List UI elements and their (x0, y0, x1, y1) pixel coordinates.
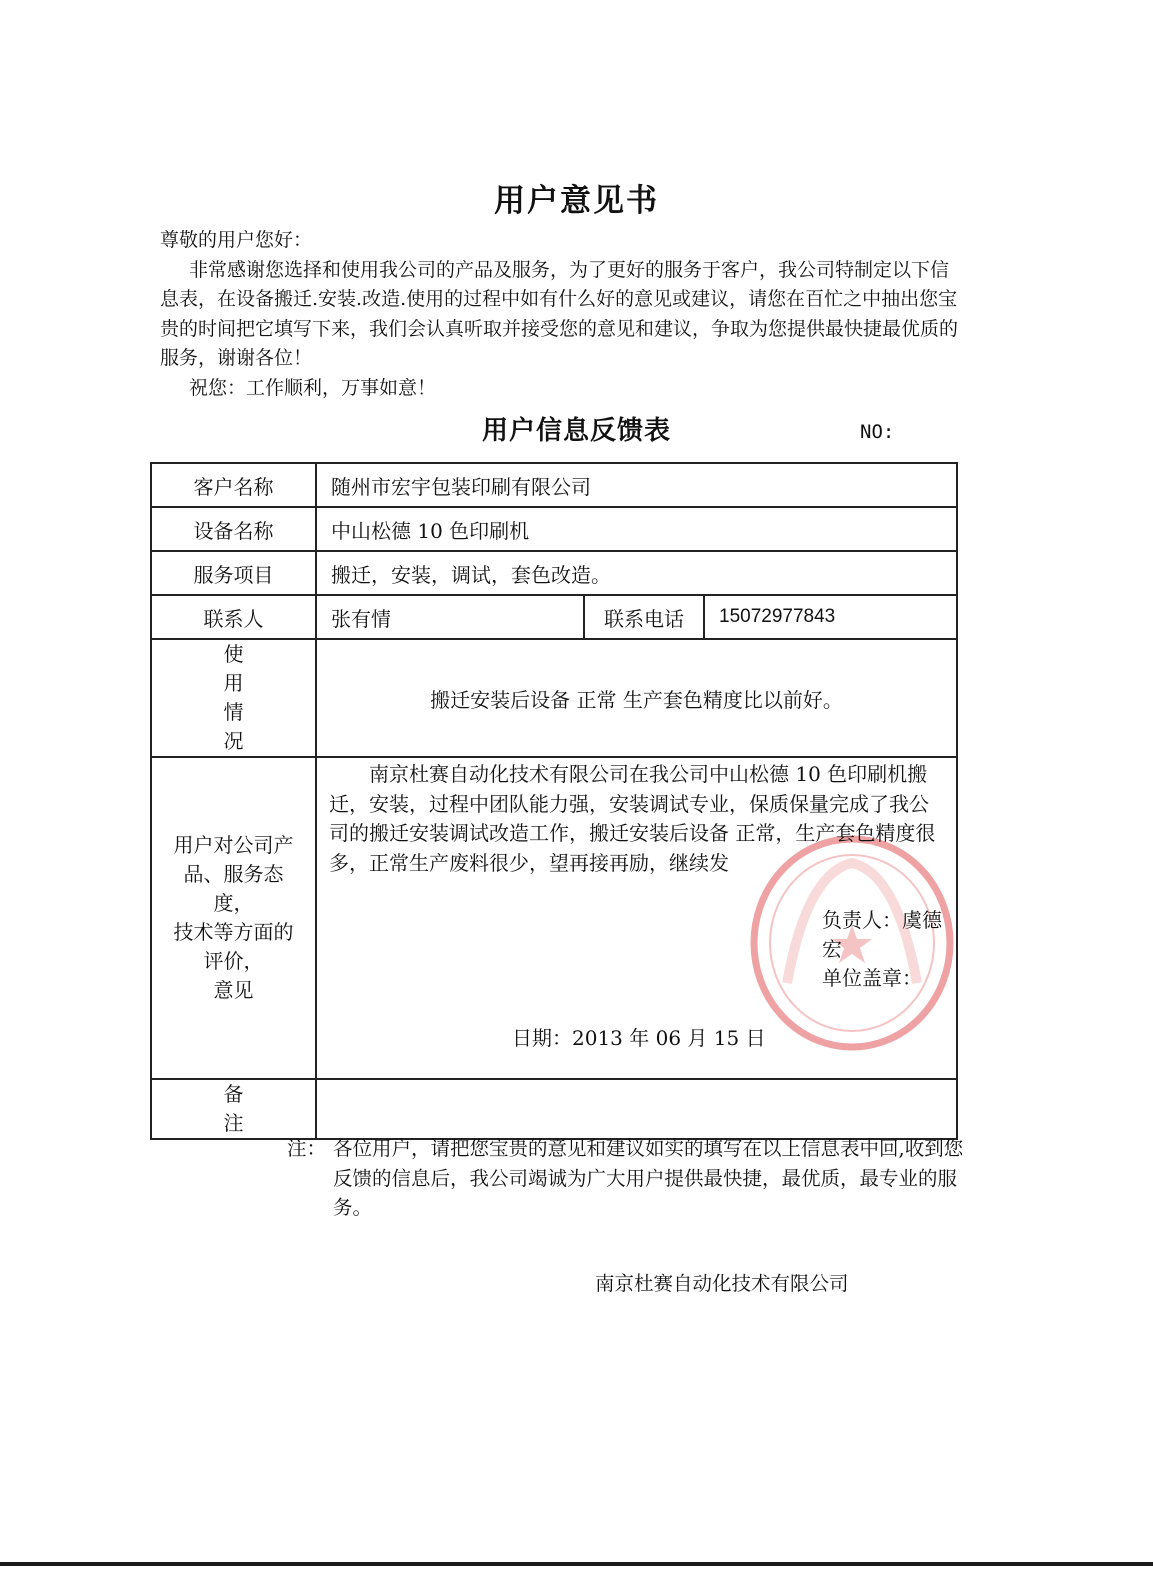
service-value: 搬迁，安装，调试，套色改造。 (316, 551, 957, 595)
remarks-label (151, 1079, 316, 1139)
greeting: 尊敬的用户您好： (160, 229, 313, 251)
review-row (151, 757, 957, 1079)
usage-label-char: 用 (223, 671, 244, 695)
service-row (151, 551, 957, 595)
customer-label: 客户名称 (151, 463, 316, 507)
remarks-label-char: 备 (223, 1082, 244, 1106)
signer-name: 负责人：虞德宏 (822, 908, 942, 961)
review-label (151, 757, 316, 1079)
review-label-line: 评价， (203, 949, 264, 973)
seal-label: 单位盖章： (822, 966, 922, 990)
intro-paragraph: 非常感谢您选择和使用我公司的产品及服务，为了更好的服务于客户，我公司特制定以下信息表，在设备搬迁.安装.改造.使用的过程中如有什么好的意见或建议，请您在百忙之中抽出您宝贵的时间把它填写下来，我们会认真听取并接受您的意见和建议，争取为您提供最快捷最优质的服务，谢谢各位！ (160, 258, 959, 369)
review-label-line: 技术等方面的 (173, 920, 294, 944)
usage-label-char: 情 (223, 700, 244, 724)
phone-label: 联系电话 (584, 595, 704, 639)
equipment-row (151, 507, 957, 551)
form-number-label: NO: (860, 421, 895, 443)
usage-label-char: 使 (223, 642, 244, 666)
contact-value: 张有情 (316, 595, 584, 639)
remarks-value (316, 1079, 957, 1139)
sign-date: 日期：2013 年 06 月 15 日 (512, 1026, 766, 1050)
customer-row (151, 463, 957, 507)
usage-label-char: 况 (223, 729, 244, 753)
footnote-body: 各位用户，请把您宝贵的意见和建议如实的填写在以上信息表中回,收到您反馈的信息后，我公司竭诚为广大用户提供最快捷，最优质，最专业的服务。 (333, 1137, 964, 1219)
phone-value: 15072977843 (704, 595, 957, 639)
usage-row (151, 639, 957, 757)
service-label: 服务项目 (151, 551, 316, 595)
contact-label: 联系人 (151, 595, 316, 639)
usage-label (151, 639, 316, 757)
review-text: 南京杜赛自动化技术有限公司在我公司中山松德 10 色印刷机搬迁，安装，过程中团队能力强，安装调试专业，保质保量完成了我公司的搬迁安装调试改造工作，搬迁安装后设备 正常，生产套色精度很多，正常生产废料很少，望再接再励，继续发 (329, 762, 936, 875)
review-cell (316, 757, 957, 1079)
feedback-table (150, 462, 958, 1140)
intro-letter (160, 226, 960, 403)
review-label-line: 意见 (213, 978, 254, 1002)
signature-block (822, 906, 956, 993)
remarks-row (151, 1079, 957, 1139)
contact-row (151, 595, 957, 639)
footnote (287, 1134, 967, 1223)
footnote-head: 注： (287, 1137, 327, 1160)
usage-value: 搬迁安装后设备 正常 生产套色精度比以前好。 (316, 639, 957, 757)
equipment-label: 设备名称 (151, 507, 316, 551)
scan-edge-divider (0, 1562, 1153, 1566)
review-label-line: 用户对公司产 (173, 833, 294, 857)
document-title: 用户意见书 (494, 183, 659, 219)
company-signature: 南京杜赛自动化技术有限公司 (595, 1272, 849, 1295)
customer-value: 随州市宏宇包装印刷有限公司 (316, 463, 957, 507)
form-title: 用户信息反馈表 (481, 416, 671, 446)
equipment-value: 中山松德 10 色印刷机 (316, 507, 957, 551)
wishes: 祝您：工作顺利，万事如意！ (189, 376, 437, 399)
remarks-label-char: 注 (223, 1111, 244, 1135)
review-label-line: 品、服务态度， (183, 862, 284, 915)
